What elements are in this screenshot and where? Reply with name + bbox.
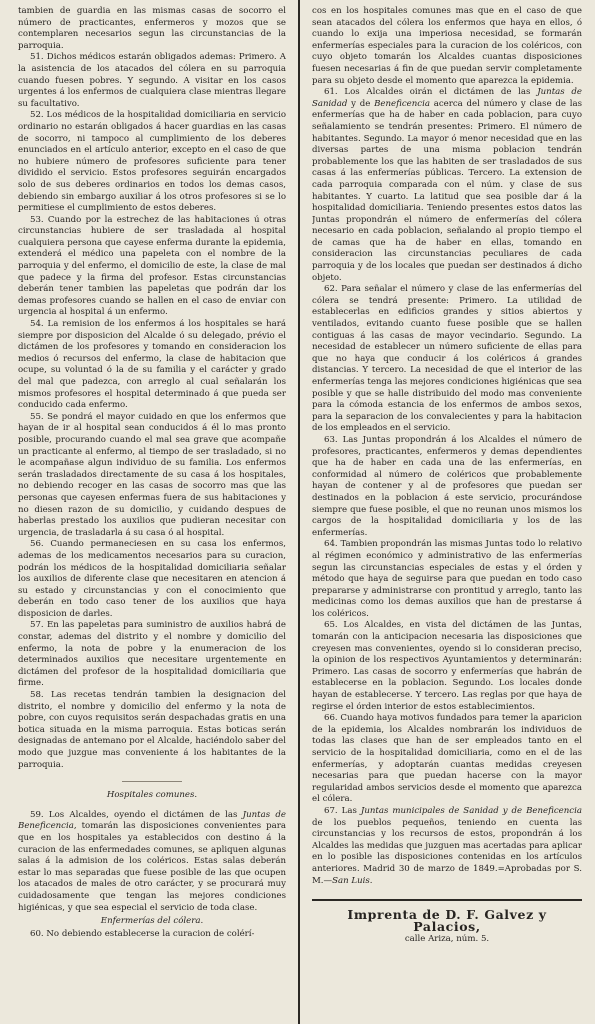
article-67: [312, 806, 582, 887]
article-51: 51. Dichos médicos estarán obligados ademas: Primero. A la asistencia de los atacados del cólera en su parroquia cuando fuesen pobres. Y segundo. A visitar en los casos urgentes á los enfermos de cualquiera clase mientras llegare su facultativo.: [18, 52, 286, 109]
article-59-emphasis: Juntas de Beneficencia: [18, 809, 286, 832]
printer-name: Imprenta de D. F. Galvez y Palacios,: [347, 907, 547, 934]
article-59-text-a: Los Alcaldes, oyendo el dictámen de las: [48, 809, 243, 820]
section-heading-text: Hospitales comunes.: [106, 790, 198, 801]
article-61: [312, 87, 582, 284]
article-64: 64. Tambien propondrán las mismas Juntas todo lo relativo al régimen económico y administrativo de las enfermerías segun las circunstancias especiales de estas y el órden y método que haya de seguirse para que puedan en todo caso prepararse y administrarse con prontitud y arreglo, tanto las medicinas como los demas auxilios que han de prestarse á los coléricos.: [312, 539, 582, 619]
article-59: [18, 810, 286, 914]
article-55: 55. Se pondrá el mayor cuidado en que los enfermos que hayan de ir al hospital sean conducidos á él lo mas pronto posible, procurando cuando el mal sea grave que acompañe un practicante al enfermo, al tiempo de ser trasladado, si no le acompañase algun individuo de su familia. Los enfermos serán trasladados directamente de su casa á los hospitales, no debiendo recoger en las casas de socorro mas que las personas que cayesen enfermas fuera de sus habitaciones y no diesen razon de su domicilio, y cuidando despues de haberlas prestado los auxilios que pudieran necesitar con urgencia, de trasladarla á su casa ó al hospital.: [18, 411, 286, 538]
column-divider: [298, 0, 300, 1024]
article-60: 60. No debiendo establecerse la curacion de colérí-: [30, 928, 255, 939]
article-54: 54. La remision de los enfermos á los hospitales se hará siempre por disposicion del Alcalde ó su delegado, prévio el dictámen de los profesores y tomando en consideracion los medios ó recursos del enfermo, la clase de habitacion que ocupe, su voluntad ó la de su familia y el carácter y grado del mal que padezca, con arreglo al cual señalarán los mismos profesores el hospital determinado á que pueda ser conducido cada enfermo.: [18, 319, 286, 411]
article-58: 58. Las recetas tendrán tambien la designacion del distrito, el nombre y domicilio del enfermo y la nota de pobre, con cuyos requisitos serán despachadas gratis en una botica situada en la misma parroquia. Estas boticas serán designadas de antemano por el Alcalde, haciéndolo saber del modo que juzgue mas conveniente á los habitantes de la parroquia.: [18, 690, 286, 770]
paragraph-intro: tambien de guardia en las mismas casas de socorro el número de practicantes, enfermeros y mozos que se contemplaren necesarios segun las circunstancias de la parroquia.: [18, 6, 286, 51]
article-63: 63. Las Juntas propondrán á los Alcaldes el número de profesores, practicantes, enfermeros y demas dependientes que ha de haber en cada una de las enfermerías, en conformidad al número de coléricos que probablemente hayan de contener y al de profesores que puedan ser destinados en la poblacion á este servicio, procurándose siempre que fuese posible, el que no reunan unos mismos los cargos de la hospitalidad domiciliaria y los de las enfermerías.: [312, 434, 582, 538]
article-59-number: 59.: [30, 809, 49, 820]
article-67-text-a: 67. Las: [324, 805, 361, 816]
article-61-text-b: acerca del número y clase de las enfermerías que ha de haber en cada poblacion, para cuyo señalamiento se tendrán presentes: Primero. El número de habitantes. Segundo. La mayor ó menor necesidad que en las diversas partes de una misma poblacion tendrán probablemente los que las habiten de ser trasladados de sus casas á las enfermerías públicas. Tercero. La extension de cada parroquia comparada con el núm. y clase de sus habitantes. Y cuarto. La latitud que sea posible dar á la hospitalidad domiciliaria. Teniendo presentes estos datos las Juntas propondrán el número de enfermerías del cólera necesario en cada poblacion, señalando al propio tiempo el de camas que ha de haber en ellas, tomando en consideracion las circunstancias peculiares de cada parroquia y de los locales que puedan ser destinados á dicho objeto.: [312, 98, 582, 283]
article-67-emphasis-1: Juntas municipales de Sanidad y de Beneficencia: [360, 805, 582, 816]
printer-imprint: [312, 899, 582, 946]
article-61-emphasis-1: Juntas de Sanidad: [312, 87, 582, 109]
subheading-enfermerias: Enfermerías del cólera.: [100, 916, 204, 927]
right-column: [312, 6, 582, 1018]
article-61-text-mid: y de: [347, 98, 375, 109]
article-67-signature: San Luis.: [332, 875, 373, 886]
article-53: 53. Cuando por la estrechez de las habitaciones ú otras circunstancias hubiere de ser trasladada al hospital cualquiera persona que cayese enferma durante la epidemia, extenderá el médico una papeleta con el nombre de la parroquia y del enfermo, el domicilio de este, la clase de mal que padece y la firma del profesor. Estas circunstancias deberán tener tambien las papeletas que podrán dar los demas profesores cuando se hallen en el caso de enviar con urgencia al hospital á un enfermo.: [18, 214, 286, 318]
article-62: 62. Para señalar el número y clase de las enfermerías del cólera se tendrá presente: Primero. La utilidad de establecerlas en edificios grandes y sitios abiertos y ventilados, evitando cuanto fuese posible que se hallen contiguas á las casas de mayor vecindario. Segundo. La necesidad de establecer un número suficiente de ellas para que no haya que conducir á los coléricos á grandes distancias. Y tercero. La necesidad de que el interior de las enfermerías tenga las mejores condiciones higiénicas que sea posible y que se halle distribuido del modo mas conveniente para la cómoda estancia de los enfermos de ambos sexos, para la separacion de los convalecientes y para la habitacion de los empleados en el servicio.: [312, 284, 582, 434]
article-65: 65. Los Alcaldes, en vista del dictámen de las Juntas, tomarán con la anticipacion necesaria las disposiciones que creyesen mas convenientes, oyendo si lo consideran preciso, la opinion de los respectivos Ayuntamientos y determinarán: Primero. Las casas de socorro y enfermerías que habrán de establecerse en la poblacion. Segundo. Los locales donde hayan de establecerse. Y tercero. Las reglas por que haya de regirse el órden interior de estos establecimientos.: [312, 620, 582, 712]
article-56: 56. Cuando permaneciesen en su casa los enfermos, ademas de los medicamentos necesarios para su curacion, podrán los médicos de la hospitalidad domiciliaria señalar los auxilios de diferente clase que necesitaren en atencion á su estado y circunstancias y con el conocimiento que deberán en todo caso tener de los auxilios que haya disposicion de darles.: [18, 539, 286, 619]
article-61-text-a: 61. Los Alcaldes oirán el dictámen de las: [324, 87, 538, 98]
left-column: [18, 6, 286, 1018]
section-heading-hospitales: [18, 781, 286, 802]
printer-address: calle Ariza, núm. 5.: [404, 934, 490, 945]
article-66: 66. Cuando haya motivos fundados para temer la aparicion de la epidemia, los Alcaldes nombrarán los individuos de todas las clases que han de ser empleados tanto en el servicio de la hospitalidad domiciliaria, como en el de las enfermerías, y adoptarán cuantas medidas creyesen necesarias para que puedan hacerse con la mayor regularidad ambos servicios desde el momento que aparezca el cólera.: [312, 713, 582, 805]
article-59-text-b: , tomarán las disposiciones convenientes para que en los hospitales ya establecidos con destino á la curacion de las enfermedades comunes, se apliquen algunas salas á la admision de los coléricos. Estas salas deberán estar lo mas separadas que fuese posible de las que ocupen los atacados de males de otro carácter, y se procurará muy cuidadosamente que tengan las mejores condiciones higiénicas, y que sea especial el servicio de toda clase.: [18, 821, 286, 913]
article-67-text-b: de los pueblos pequeños, teniendo en cuenta las circunstancias y los recursos de estos, propondrán á los Alcaldes las medidas que juzguen mas acertadas para aplicar en lo posible las disposiciones contenidas en los artículos anteriores. Madrid 30 de marzo de 1849.=Aprobadas por S. M.—: [312, 817, 582, 886]
article-60-continued: cos en los hospitales comunes mas que en el caso de que sean atacados del cólera los enfermos que haya en ellos, ó cuando lo exija una imperiosa necesidad, se formarán enfermerías especiales para la curacion de los coléricos, con cuyo objeto tomarán los Alcaldes cuantas disposiciones fuesen necesarias á fin de que puedan servir completamente para su objeto desde el momento que aparezca la epidemia.: [312, 6, 582, 86]
article-52: 52. Los médicos de la hospitalidad domiciliaria en servicio ordinario no estarán obligados á hacer guardias en las casas de socorro, ni tampoco al cumplimiento de los deberes enunciados en el artículo anterior, excepto en el caso de que no hubiere número de profesores suficiente para tener dividido el servicio. Estos profesores seguirán encargados solo de sus deberes ordinarios en todos los demas casos, debiendo sin embargo auxiliar á los otros profesores si se lo permitiese el cumplimiento de estos deberes.: [18, 110, 286, 214]
article-61-emphasis-2: Beneficencia: [374, 98, 430, 109]
article-57: 57. En las papeletas para suministro de auxilios habrá de constar, ademas del distrito y el nombre y domicilio del enfermo, la nota de pobre y la enumeracion de los determinados auxilios que necesitare urgentemente en dictámen del profesor de la hospitalidad domiciliaria que firme.: [18, 620, 286, 689]
heading-rule-top: [122, 781, 182, 782]
